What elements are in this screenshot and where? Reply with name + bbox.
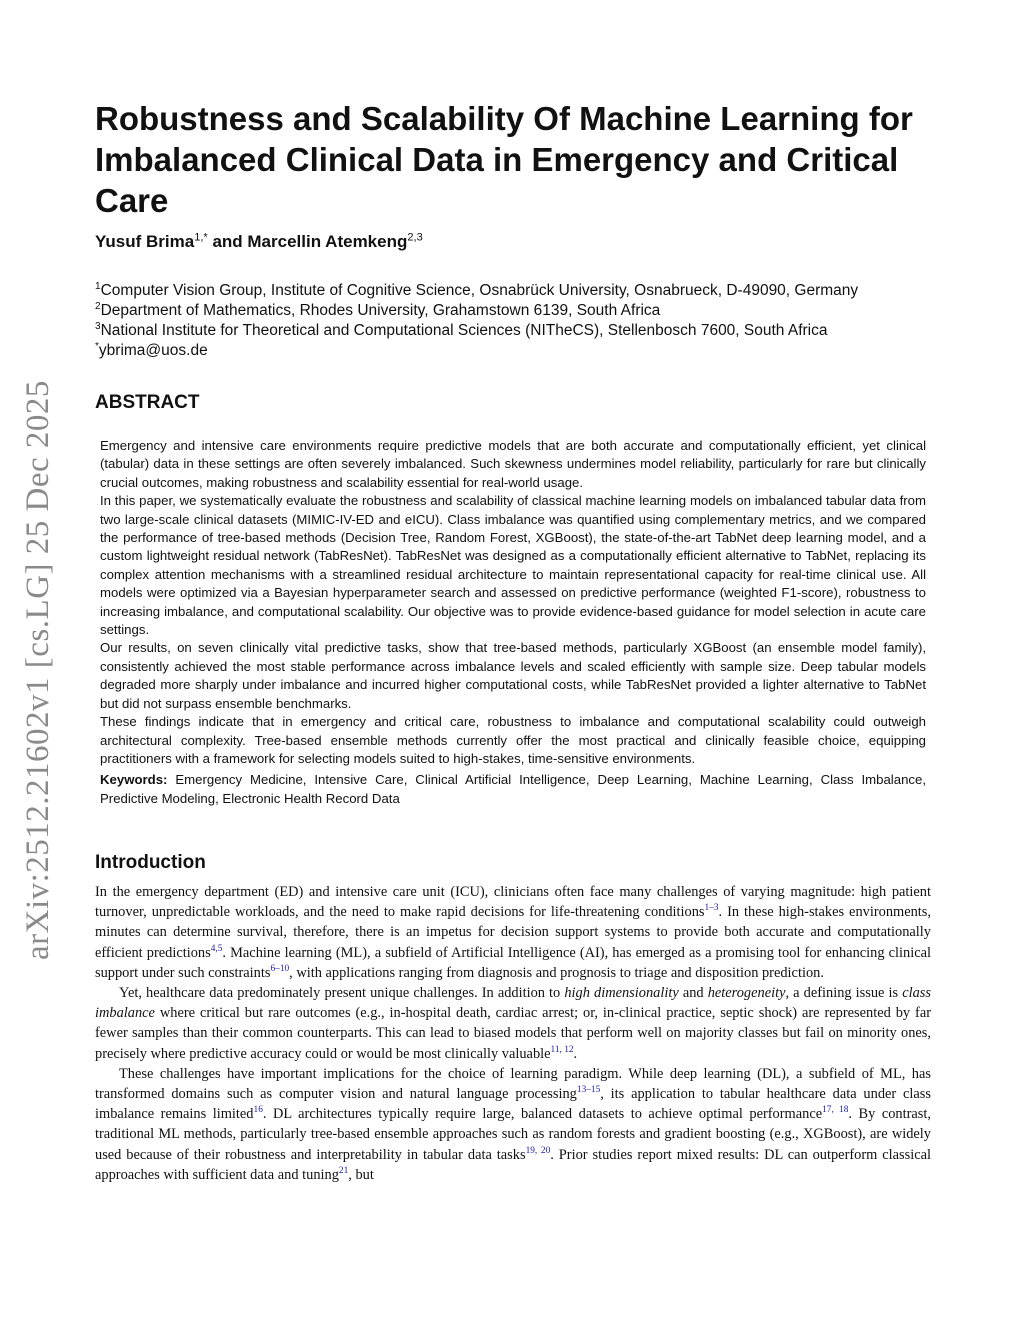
email-text: ybrima@uos.de xyxy=(98,342,208,359)
text-run: and xyxy=(678,985,708,1002)
keywords-text: Emergency Medicine, Intensive Care, Clinical Artificial Intelligence, Deep Learning, Machine Learning, Class Imbalance, Predictive Modeling, Electronic Health Record Data xyxy=(100,772,926,806)
correspondence-email xyxy=(95,341,858,361)
abstract-paragraph: Our results, on seven clinically vital predictive tasks, show that tree-based methods, particularly XGBoost (an ensemble model family), consistently achieved the most stable performance across imbalance levels and scaled efficiently with sample size. Deep tabular models degraded more sharply under imbalance and incurred higher computational costs, while TabResNet provided a lighter alternative to TabNet but did not surpass ensemble benchmarks. xyxy=(100,640,926,711)
author-affiliation-marks: 1,* xyxy=(194,231,208,244)
citation-link[interactable]: 6–10 xyxy=(270,964,290,975)
arxiv-identifier-stamp: arXiv:2512.21602v1 [cs.LG] 25 Dec 2025 xyxy=(20,380,56,960)
citation-link[interactable]: 16 xyxy=(253,1105,263,1116)
paper-title: Robustness and Scalability Of Machine Learning for Imbalanced Clinical Data in Emergency and Critical Care xyxy=(95,100,913,219)
author-name: Marcellin Atemkeng xyxy=(247,232,408,251)
author-list xyxy=(95,232,423,252)
abstract-heading: ABSTRACT xyxy=(95,392,200,413)
intro-paragraph xyxy=(95,983,931,1064)
text-run: In the emergency department (ED) and intensive care unit (ICU), clinicians often face many challenges of varying magnitude: high patient turnover, unpredictable workloads, and the need to make rapid decisions for life-threatening conditions xyxy=(95,884,931,921)
affiliation-mark: 1 xyxy=(95,280,101,292)
citation-link[interactable]: 11, 12 xyxy=(550,1044,574,1055)
text-run: Yet, healthcare data predominately present unique challenges. In addition to xyxy=(119,985,565,1002)
affiliation-item xyxy=(95,281,858,301)
text-run: These challenges have important implications for the choice of learning paradigm. While deep learning (DL), a subfield of ML, has transformed domains such as computer vision and natural language processing xyxy=(95,1065,931,1103)
text-run: . Prior studies report mixed results: DL can outperform classical approaches with sufficient data and tuning xyxy=(95,1146,932,1183)
affiliation-list xyxy=(95,281,858,361)
author-joiner: and xyxy=(207,232,248,251)
text-run: , with applications ranging from diagnosis and prognosis to triage and disposition prediction. xyxy=(289,964,824,981)
text-run: where critical but rare outcomes (e.g., in-hospital death, cardiac arrest; or, in-clinical practice, septic shock) are represented by far fewer samples than their common counterparts. This can lead to biased models that perform well on majority classes but fail on minority ones, precisely where predictive accuracy could or would be most clinically valuable xyxy=(95,1005,931,1062)
introduction-heading: Introduction xyxy=(95,852,206,873)
intro-paragraph xyxy=(95,1064,931,1185)
keywords-label: Keywords: xyxy=(100,772,168,788)
author-name: Yusuf Brima xyxy=(95,232,195,251)
affiliation-mark: * xyxy=(95,340,99,352)
affiliation-text: Computer Vision Group, Institute of Cognitive Science, Osnabrück University, Osnabrueck, D-49090, Germany xyxy=(100,282,859,299)
citation-link[interactable]: 1–3 xyxy=(704,903,719,914)
abstract-paragraph: In this paper, we systematically evaluate the robustness and scalability of classical machine learning models on imbalanced tabular data from two large-scale clinical datasets (MIMIC-IV-ED and eICU). Class imbalance was quantified using complementary metrics, and we compared the performance of tree-based methods (Decision Tree, Random Forest, XGBoost), the state-of-the-art TabNet deep learning model, and a custom lightweight residual network (TabResNet). TabResNet was designed as a computationally efficient alternative to TabNet, replacing its complex attention mechanisms with a streamlined residual architecture to maintain representational capacity for real-time clinical use. All models were optimized via a Bayesian hyperparameter search and assessed on predictive performance (weighted F1-score), robustness to increasing imbalance, and computational scalability. Our objective was to provide evidence-based guidance for model selection in acute care settings. xyxy=(100,493,926,638)
affiliation-text: Department of Mathematics, Rhodes University, Grahamstown 6139, South Africa xyxy=(100,302,661,319)
text-run: , its application to tabular healthcare data under class imbalance remains limited xyxy=(95,1086,931,1123)
introduction-body xyxy=(95,882,931,1185)
author-affiliation-marks: 2,3 xyxy=(407,231,423,244)
emphasis: high dimensionality xyxy=(564,985,679,1002)
abstract-paragraph: These findings indicate that in emergency and critical care, robustness to imbalance and computational scalability could outweigh architectural complexity. Tree-based ensemble methods currently offer the most practical and clinically feasible choice, equipping practitioners with a framework for selecting models suited to high-stakes, time-sensitive environments. xyxy=(100,714,926,766)
affiliation-text: National Institute for Theoretical and Computational Sciences (NITheCS), Stellenbosch 7600, South Africa xyxy=(100,322,828,339)
citation-link[interactable]: 4,5 xyxy=(210,943,223,954)
emphasis: class imbalance xyxy=(95,985,932,1022)
text-run: , but xyxy=(348,1166,374,1183)
text-run: . xyxy=(573,1045,578,1062)
affiliation-mark: 2 xyxy=(95,300,101,312)
text-run: . DL architectures typically require large, balanced datasets to achieve optimal performance xyxy=(262,1106,823,1123)
citation-link[interactable]: 21 xyxy=(338,1166,349,1177)
abstract-body xyxy=(100,437,926,808)
citation-link[interactable]: 13–15 xyxy=(576,1085,601,1096)
text-run: , a defining issue is xyxy=(785,985,903,1002)
intro-paragraph xyxy=(95,882,931,983)
text-run: . In these high-stakes environments, minutes can determine survival, therefore, there is an impetus for decision support systems to provide both accurate and computationally efficient predictions xyxy=(95,904,931,961)
keywords xyxy=(100,771,926,808)
affiliation-mark: 3 xyxy=(95,320,101,332)
abstract-paragraph: Emergency and intensive care environments require predictive models that are both accurate and computationally efficient, yet clinical (tabular) data in these settings are often severely imbalanced. Such skewness undermines model reliability, particularly for rare but clinically crucial outcomes, making robustness and scalability essential for real-world usage. xyxy=(100,438,926,490)
affiliation-item xyxy=(95,321,858,341)
citation-link[interactable]: 19, 20 xyxy=(525,1145,551,1156)
affiliation-item xyxy=(95,301,858,321)
text-run: . Machine learning (ML), a subfield of Artificial Intelligence (AI), has emerged as a promising tool for enhancing clinical support under such constraints xyxy=(95,944,931,981)
emphasis: heterogeneity xyxy=(707,985,786,1002)
citation-link[interactable]: 17, 18 xyxy=(822,1105,849,1116)
text-run: . By contrast, traditional ML methods, particularly tree-based ensemble approaches such as random forests and gradient boosting (e.g., XGBoost), are widely used because of their robustness and interpretability in tabular data tasks xyxy=(95,1106,932,1163)
